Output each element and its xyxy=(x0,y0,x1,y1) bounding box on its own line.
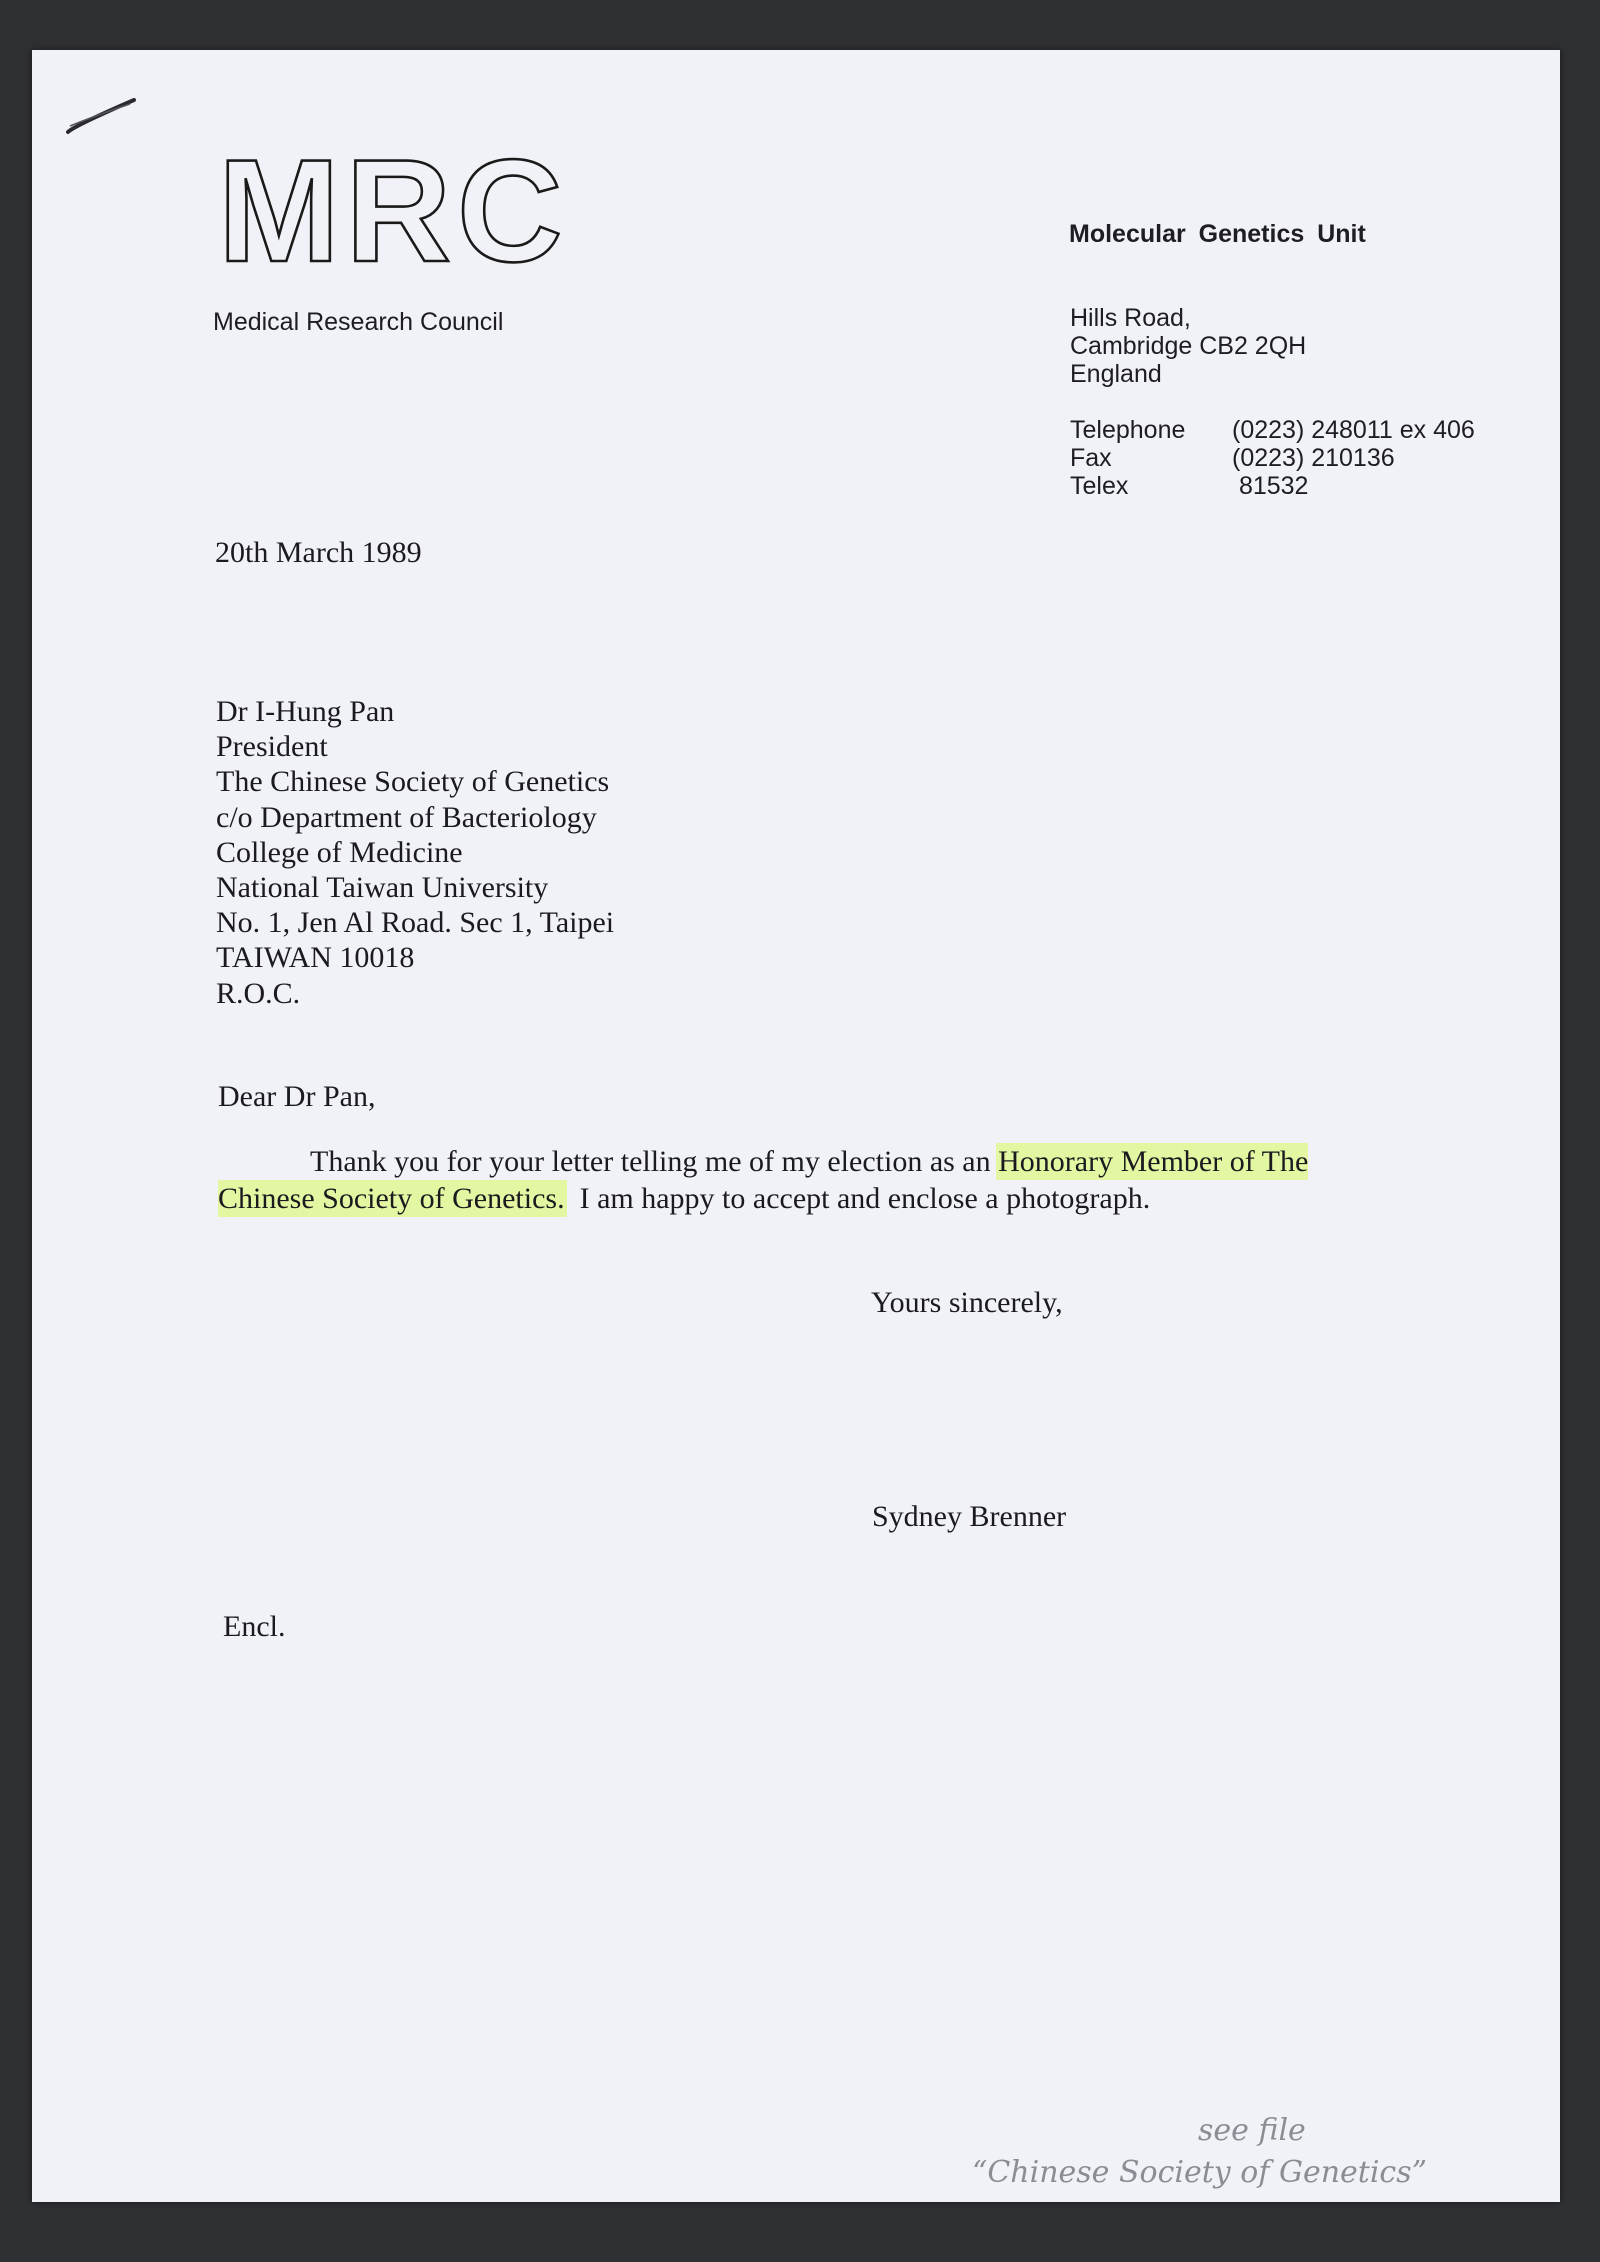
body-text-start: Thank you for your letter telling me of my election as an xyxy=(310,1145,999,1178)
letter-body xyxy=(218,1143,1368,1217)
contact-label: Telephone xyxy=(1070,416,1186,444)
address-line: England xyxy=(1070,360,1162,388)
pencil-mark-icon xyxy=(64,86,144,136)
recipient-line: Dr I-Hung Pan xyxy=(216,695,395,728)
signer-name: Sydney Brenner xyxy=(872,1500,1067,1533)
recipient-line: College of Medicine xyxy=(216,835,463,869)
mrc-logo: MRC xyxy=(218,129,569,292)
contact-value: 81532 xyxy=(1232,472,1309,500)
salutation: Dear Dr Pan, xyxy=(218,1080,376,1113)
highlighted-text: Honorary Member of The Chinese Society of Genetics. xyxy=(218,1145,1309,1215)
recipient-address xyxy=(216,694,614,1011)
letterhead-contacts xyxy=(1070,416,1475,500)
address-line: Hills Road, xyxy=(1070,304,1191,332)
contact-row-fax xyxy=(1070,444,1475,472)
contact-label: Fax xyxy=(1070,444,1112,472)
enclosure-note: Encl. xyxy=(223,1610,286,1643)
letter-page xyxy=(32,50,1560,2202)
body-text-end: I am happy to accept and enclose a photograph. xyxy=(564,1182,1151,1215)
contact-row-telex xyxy=(1070,472,1475,500)
letter-date: 20th March 1989 xyxy=(215,536,422,569)
contact-value: (0223) 248011 ex 406 xyxy=(1232,416,1475,444)
handwritten-note xyxy=(972,2110,1427,2194)
recipient-line: No. 1, Jen Al Road. Sec 1, Taipei xyxy=(216,906,615,940)
recipient-line: c/o Department of Bacteriology xyxy=(216,800,597,834)
recipient-line: The Chinese Society of Genetics xyxy=(216,765,610,799)
recipient-line: National Taiwan University xyxy=(216,871,549,905)
recipient-line: President xyxy=(216,730,328,764)
letterhead-address xyxy=(1070,304,1306,388)
organization-name: Medical Research Council xyxy=(213,308,504,336)
contact-label: Telex xyxy=(1070,472,1129,500)
closing: Yours sincerely, xyxy=(871,1286,1063,1319)
contact-value: (0223) 210136 xyxy=(1232,444,1395,472)
recipient-line: R.O.C. xyxy=(216,976,301,1010)
handwritten-line: “Chinese Society of Genetics” xyxy=(972,2155,1427,2190)
recipient-line: TAIWAN 10018 xyxy=(216,941,415,975)
handwritten-line: see file xyxy=(1198,2113,1306,2148)
contact-row-telephone xyxy=(1070,416,1475,444)
unit-name: Molecular Genetics Unit xyxy=(1069,220,1366,248)
address-line: Cambridge CB2 2QH xyxy=(1070,332,1307,360)
